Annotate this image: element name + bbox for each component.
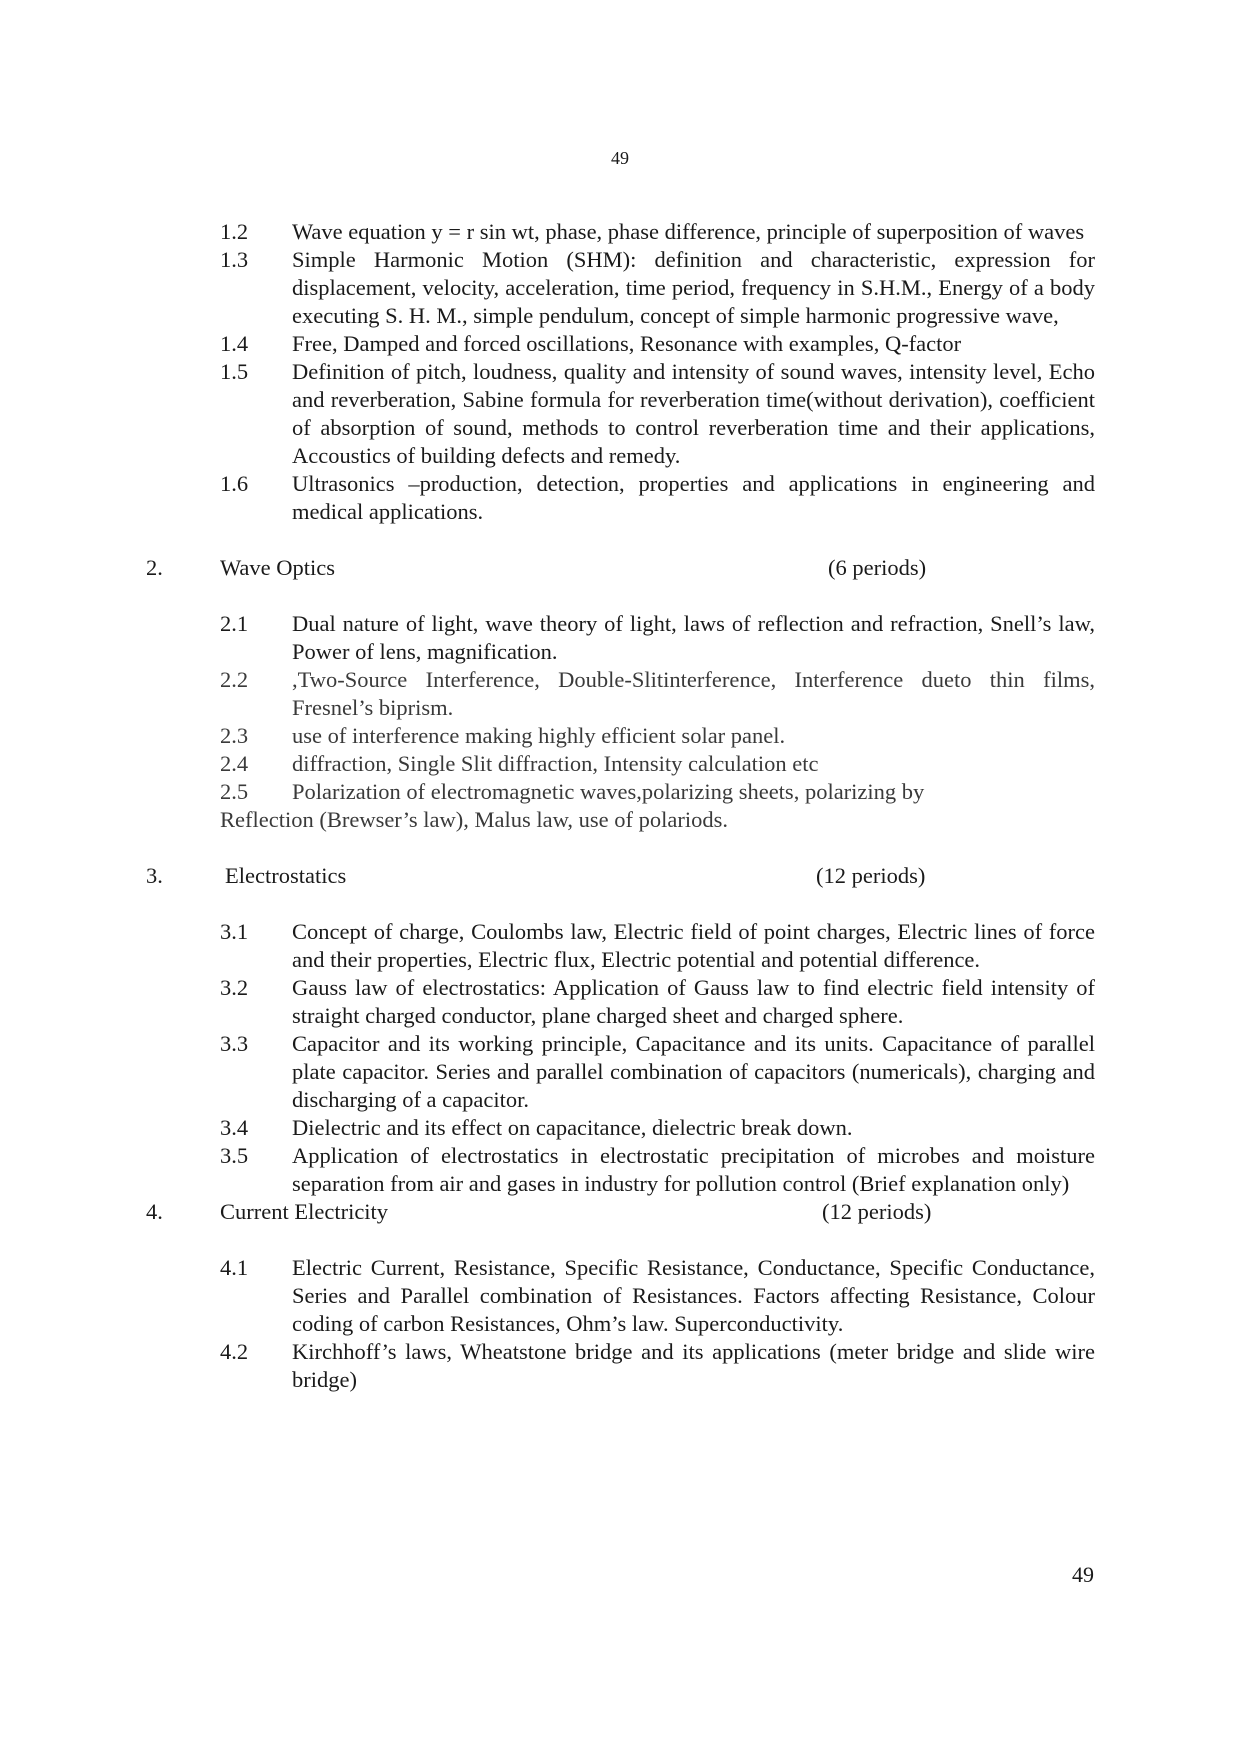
list-item-2-4 [0,750,1095,778]
item-text: Concept of charge, Coulombs law, Electric field of point charges, Electric lines of force and their properties, Electric flux, Electric potential and potential difference. [292,919,1095,972]
list-item-1-6 [0,470,1095,526]
list-item-1-5 [0,358,1095,470]
item-text: Dual nature of light, wave theory of light, laws of reflection and refraction, Snell’s law, Power of lens, magnification. [292,611,1095,664]
list-item-3-4 [0,1114,1095,1142]
list-item-3-3 [0,1030,1095,1114]
item-text: Electric Current, Resistance, Specific Resistance, Conductance, Specific Conductance, Series and Parallel combination of Resistances. Factors affecting Resistance, Colour coding of carbon Resistances, Ohm’s law. Superconductivity. [292,1255,1095,1336]
item-text: Free, Damped and forced oscillations, Resonance with examples, Q-factor [292,331,962,356]
item-number: 2.1 [220,611,249,636]
page-number-bottom: 49 [1072,1562,1094,1587]
list-item-4-2 [0,1338,1095,1394]
list-item-2-2 [0,666,1095,722]
item-number: 1.6 [220,471,249,496]
item-text: use of interference making highly efficient solar panel. [292,723,786,748]
list-item-3-5 [0,1142,1095,1198]
list-item-2-5-continuation: Reflection (Brewser’s law), Malus law, use of polariods. [220,807,728,832]
item-number: 4.2 [220,1339,249,1364]
section-title: Wave Optics [220,555,336,580]
item-text: Definition of pitch, loudness, quality and intensity of sound waves, intensity level, Echo and reverberation, Sabine formula for reverberation time(without derivation), coefficient of absorption of sound, methods to control reverberation time and their applications, Accoustics of building defects and remedy. [292,359,1095,468]
section-heading-wave-optics [0,554,1240,582]
section-heading-electrostatics [0,862,1240,890]
list-item-2-1 [0,610,1095,666]
list-item-3-1 [0,918,1095,974]
item-text: Wave equation y = r sin wt, phase, phase difference, principle of superposition of waves [292,219,1085,244]
item-number: 1.2 [220,219,249,244]
item-text: Capacitor and its working principle, Capacitance and its units. Capacitance of parallel plate capacitor. Series and parallel combination of capacitors (numericals), charging and discharging of a capacitor. [292,1031,1095,1112]
syllabus-content [0,218,1240,1394]
item-text: Dielectric and its effect on capacitance, dielectric break down. [292,1115,853,1140]
section-title: Electrostatics [225,863,347,888]
list-item-2-5 [0,778,1095,806]
section-periods: (12 periods) [816,863,926,888]
item-text: diffraction, Single Slit diffraction, Intensity calculation etc [292,751,819,776]
item-text: Application of electrostatics in electrostatic precipitation of microbes and moisture separation from air and gases in industry for pollution control (Brief explanation only) [292,1143,1095,1196]
section-title: Current Electricity [220,1199,389,1224]
section-periods: (6 periods) [828,555,927,580]
item-number: 2.4 [220,751,249,776]
section-periods: (12 periods) [822,1199,932,1224]
page-number-top: 49 [611,148,629,168]
list-item-3-2 [0,974,1095,1030]
item-number: 2.3 [220,723,249,748]
list-item-2-3 [0,722,1095,750]
item-text: Gauss law of electrostatics: Application of Gauss law to find electric field intensity of straight charged conductor, plane charged sheet and charged sphere. [292,975,1095,1028]
section-number: 3. [146,863,163,888]
section-heading-current-electricity [0,1198,1240,1226]
list-item-1-4 [0,330,1095,358]
section-number: 2. [146,555,163,580]
item-number: 1.3 [220,247,249,272]
item-number: 3.2 [220,975,249,1000]
section-number: 4. [146,1199,163,1224]
item-text: Polarization of electromagnetic waves,polarizing sheets, polarizing by [292,779,925,804]
list-item-1-2 [0,218,1095,246]
item-number: 2.2 [220,667,249,692]
item-text: Ultrasonics –production, detection, properties and applications in engineering and medical applications. [292,471,1095,524]
item-number: 3.4 [220,1115,249,1140]
item-number: 4.1 [220,1255,249,1280]
item-number: 3.1 [220,919,249,944]
item-number: 1.5 [220,359,249,384]
item-number: 1.4 [220,331,249,356]
item-text: Simple Harmonic Motion (SHM): definition and characteristic, expression for displacement, velocity, acceleration, time period, frequency in S.H.M., Energy of a body executing S. H. M., simple pendulum, concept of simple harmonic progressive wave, [292,247,1095,328]
item-number: 3.5 [220,1143,249,1168]
list-item-4-1 [0,1254,1095,1338]
item-number: 3.3 [220,1031,249,1056]
item-number: 2.5 [220,779,249,804]
item-text: Kirchhoff’s laws, Wheatstone bridge and its applications (meter bridge and slide wire bridge) [292,1339,1095,1392]
list-item-1-3 [0,246,1095,330]
item-text: ,Two-Source Interference, Double-Slitinterference, Interference dueto thin films, Fresnel’s biprism. [292,667,1095,720]
